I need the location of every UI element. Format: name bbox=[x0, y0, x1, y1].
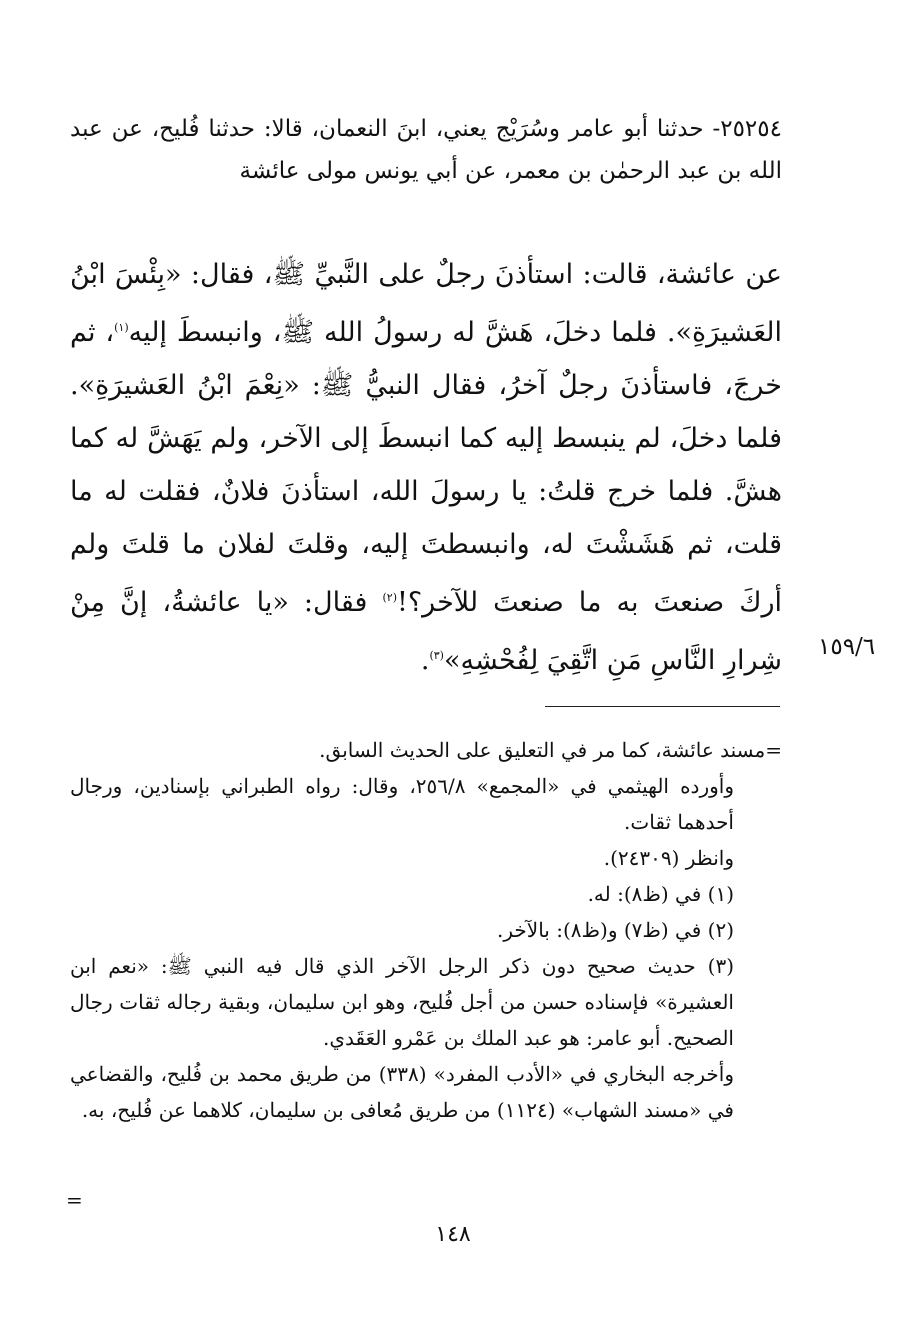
note-see-also: وانظر (٢٤٣٠٩). bbox=[603, 846, 734, 870]
matn-part-1: عن عائشة، قالت: استأذنَ رجلٌ على النَّبيِّ ﷺ، فقال: «بِئْسَ ابْنُ العَشيرَةِ». فلما دخلَ، هَشَّ له رسولُ الله ﷺ، وانبسطَ إليه bbox=[70, 259, 782, 348]
isnad-text: ٢٥٢٥٤- حدثنا أبو عامر وسُرَيْج يعني، ابنَ النعمان، قالا: حدثنا فُليح، عن عبد الله بن عبد الرحمٰن بن معمر، عن أبي يونس مولى عائشة bbox=[70, 116, 782, 184]
matn-paragraph bbox=[70, 248, 782, 687]
note-continuation: =مسند عائشة، كما مر في التعليق على الحديث السابق. bbox=[319, 738, 782, 762]
hadith-matn bbox=[70, 248, 782, 687]
note-majma: وأورده الهيثمي في «المجمع» ٢٥٦/٨، وقال: رواه الطبراني بإسنادين، ورجال أحدهما ثقات. bbox=[70, 774, 734, 834]
footnote-2: (٢) في (ظ٧) و(ظ٨): بالآخر. bbox=[497, 918, 734, 942]
margin-reference: ١٥٩/٦ bbox=[818, 634, 876, 660]
matn-part-3: فقال: «يا عائشةُ، إنَّ مِنْ شِرارِ النَّاسِ مَنِ اتَّقِيَ لِفُحْشِهِ» bbox=[70, 587, 782, 676]
continuation-mark: = bbox=[66, 1188, 83, 1212]
footnotes bbox=[70, 732, 782, 1128]
page-number: ١٤٨ bbox=[435, 1222, 471, 1247]
footnote-1: (١) في (ظ٨): له. bbox=[587, 882, 734, 906]
footnote-marker-1: (١) bbox=[114, 321, 129, 334]
footnote-divider bbox=[545, 706, 780, 707]
footnote-marker-3: (٣) bbox=[429, 649, 444, 662]
matn-part-4: . bbox=[420, 645, 430, 676]
footnote-3: (٣) حديث صحيح دون ذكر الرجل الآخر الذي قال فيه النبي ﷺ: «نعم ابن العشيرة» فإسناده حسن من أجل فُليح، وهو ابن سليمان، وبقية رجاله ثقات رجال الصحيح. أبو عامر: هو عبد الملك بن عَمْرو العَقَدي. bbox=[70, 954, 734, 1050]
footnote-marker-2: (٢) bbox=[382, 591, 397, 604]
hadith-isnad bbox=[70, 108, 782, 192]
note-takhrij: وأخرجه البخاري في «الأدب المفرد» (٣٣٨) من طريق محمد بن فُليح، والقضاعي في «مسند الشهاب» (١١٢٤) من طريق مُعافى بن سليمان، كلاهما عن فُليح، به. bbox=[70, 1062, 734, 1122]
matn-part-2: ، ثم خرجَ، فاستأذنَ رجلٌ آخرُ، فقال النبيُّ ﷺ: «نِعْمَ ابْنُ العَشيرَةِ». فلما دخلَ، لم ينبسط إليه كما انبسطَ إلى الآخر، ولم يَهَشَّ له كما هشَّ. فلما خرج قلتُ: يا رسولَ الله، استأذنَ فلانٌ، فقلت له ما قلت، ثم هَشَشْتَ له، وانبسطتَ إليه، وقلتَ لفلان ما قلتَ ولم أركَ صنعتَ به ما صنعتَ للآخر؟! bbox=[70, 317, 783, 618]
